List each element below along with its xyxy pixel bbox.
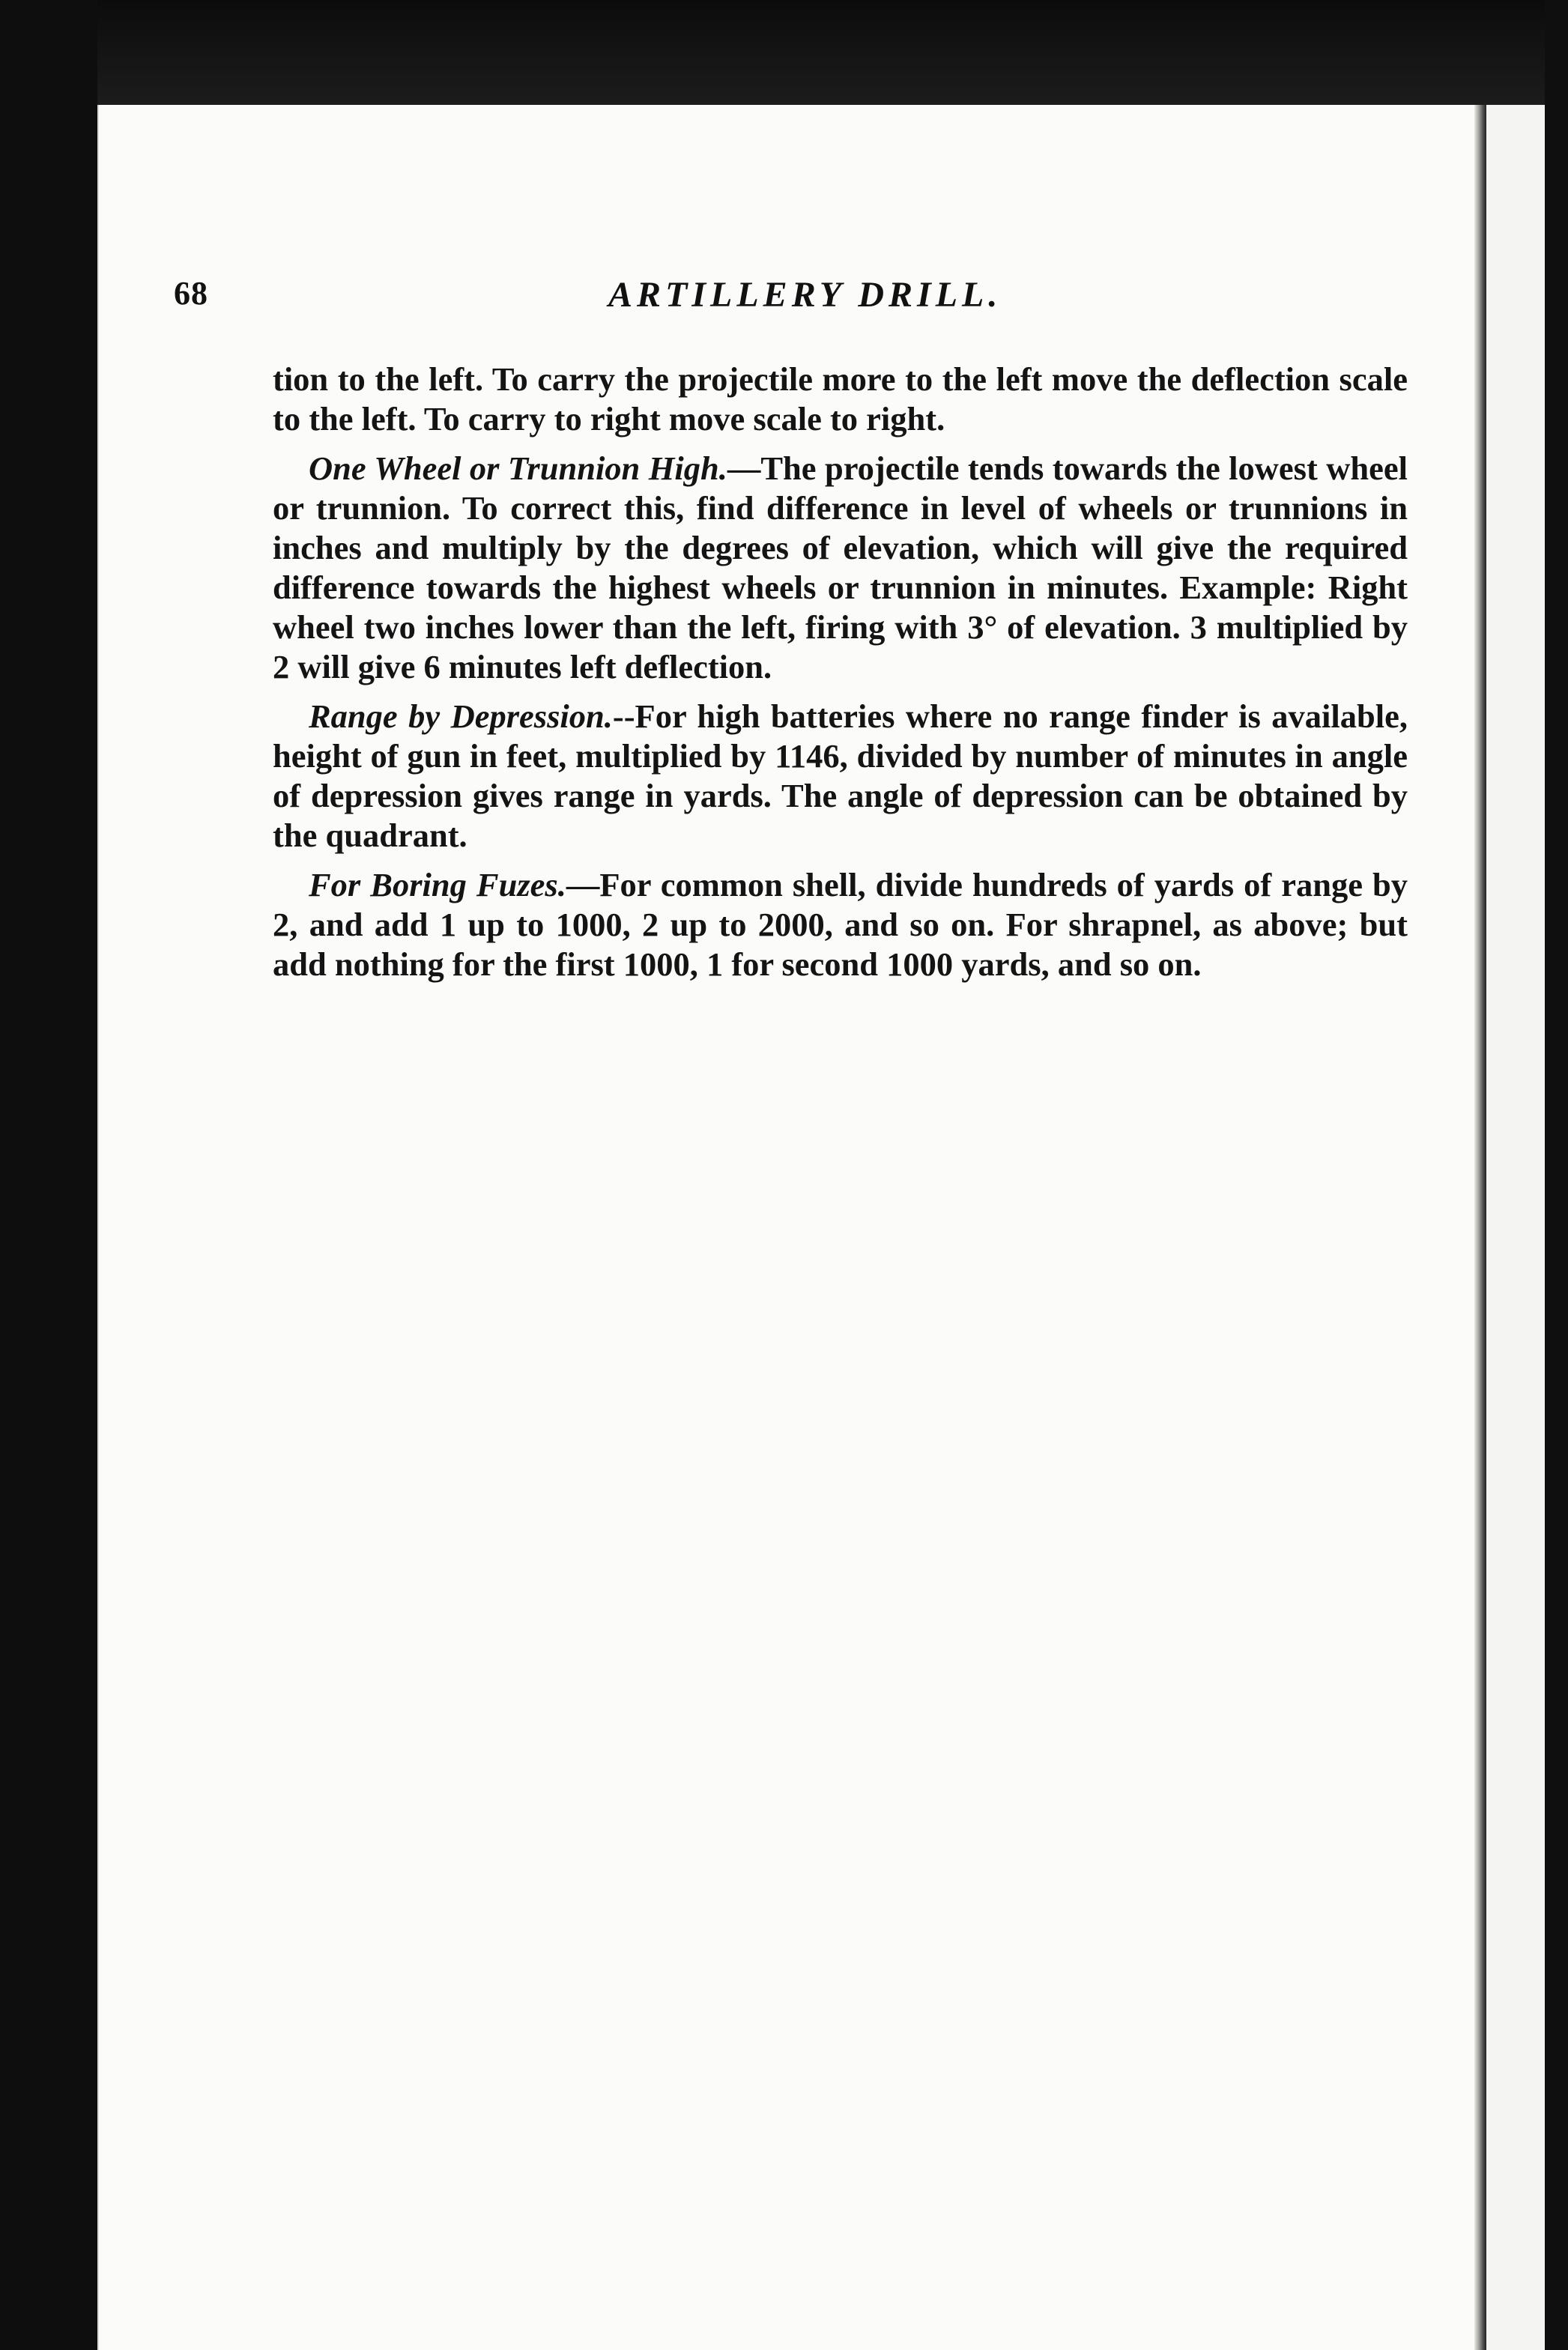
page-gutter xyxy=(1474,105,1486,2350)
paragraph-text: tion to the left. To carry the projectile more to the left move the deflection scale to the left. To carry to right move scale to right. xyxy=(273,360,1408,437)
running-head xyxy=(174,274,1410,327)
paragraph-continuation xyxy=(273,360,1408,439)
paragraph-wheel-high xyxy=(273,449,1408,687)
paragraph-text: --For high batteries where no range finder is available, height of gun in feet, multiplied by 1146, divided by number of minutes in angle of depression gives range in yards. The angle of depression can be obtained by the quadrant. xyxy=(273,697,1408,854)
paragraph-range-by-depression xyxy=(273,697,1408,855)
page-title: ARTILLERY DRILL. xyxy=(608,275,1002,315)
scan-background-top xyxy=(0,0,1568,105)
text-body xyxy=(273,360,1408,984)
scan-background-left xyxy=(0,0,97,2350)
page-number: 68 xyxy=(174,275,208,312)
facing-page-edge xyxy=(1486,105,1545,2350)
paragraph-text: —For common shell, divide hundreds of yards of range by 2, and add 1 up to 1000, 2 up to 2000, and so on. For shrapnel, as above; but add nothing for the first 1000, 1 for second 1000 yards, and so on. xyxy=(273,866,1408,983)
paragraph-heading: For Boring Fuzes. xyxy=(309,866,566,903)
paragraph-heading: Range by Depression. xyxy=(309,697,613,735)
paragraph-boring-fuzes xyxy=(273,865,1408,984)
scan-background-right xyxy=(1545,0,1568,2350)
paragraph-heading: One Wheel or Trunnion High. xyxy=(309,449,727,487)
paragraph-text: —The projectile tends towards the lowest wheel or trunnion. To correct this, find difference in level of wheels or trunnions in inches and multiply by the degrees of elevation, which will give the required difference towards the highest wheels or trunnion in minutes. Example: Right wheel two inches lower than the left, firing with 3° of elevation. 3 multiplied by 2 will give 6 minutes left deflection. xyxy=(273,449,1408,685)
